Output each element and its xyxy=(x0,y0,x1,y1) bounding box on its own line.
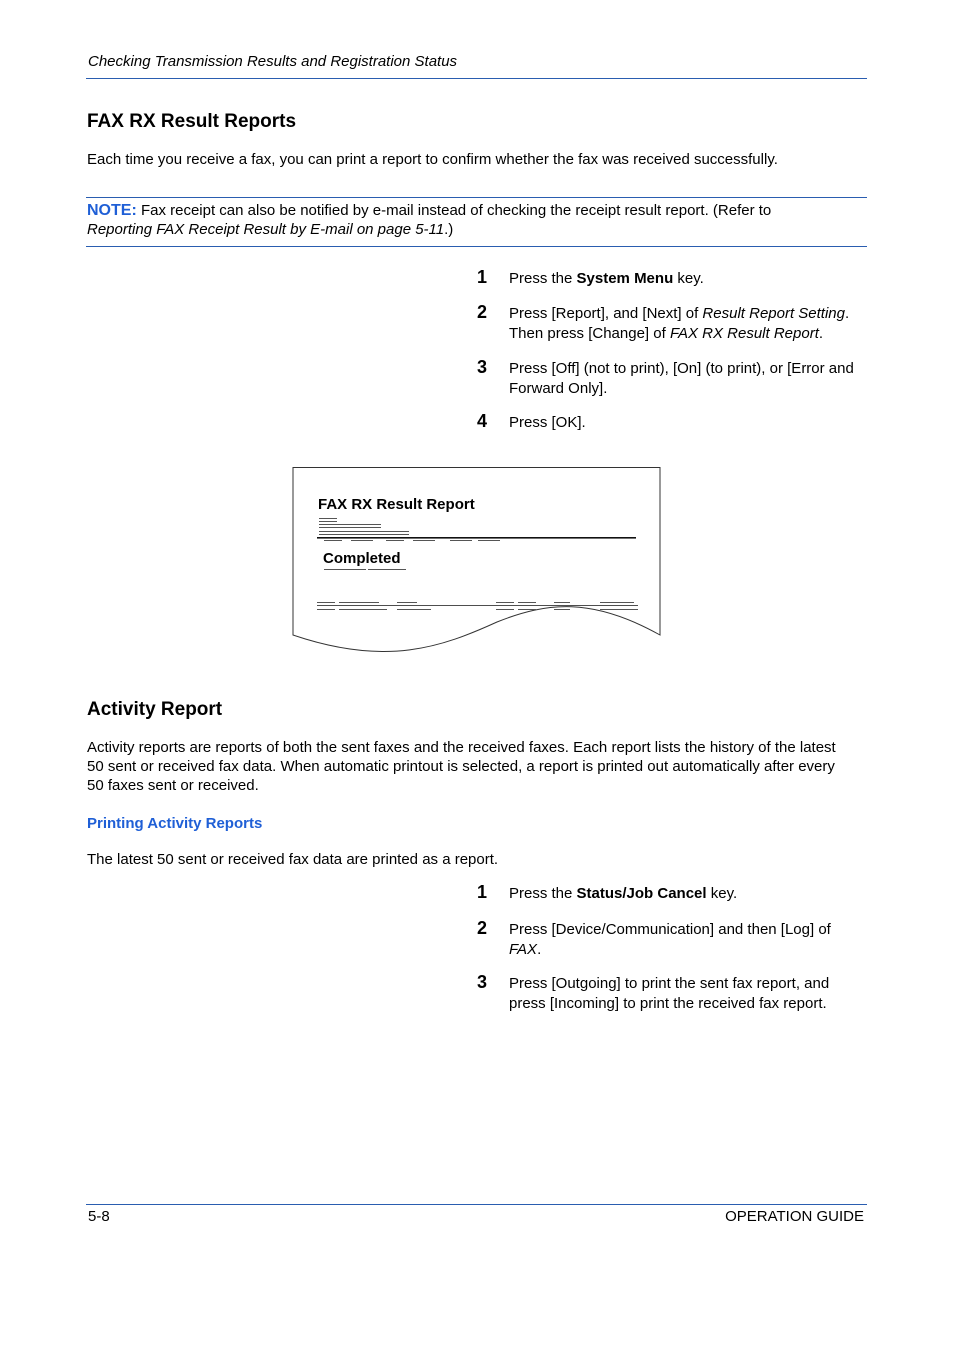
header-rule xyxy=(86,78,867,79)
step-text: Press [Outgoing] to print the sent fax report, and press [Incoming] to print the received fax report. xyxy=(509,975,830,1012)
running-header: Checking Transmission Results and Registration Status xyxy=(88,53,458,70)
activity-intro: Activity reports are reports of both the sent faxes and the received faxes. Each report lists the history of the latest 50 sent or received fax data. When automatic printout is selected, a report is printed out automatically after every 50 faxes sent or received. xyxy=(87,739,836,794)
step-text: Press the Status/Job Cancel key. xyxy=(509,885,738,902)
step-number: 1 xyxy=(477,267,488,287)
step-number: 2 xyxy=(477,918,488,938)
note-bottom-rule xyxy=(86,246,867,247)
fax-rx-intro: Each time you receive a fax, you can print a report to confirm whether the fax was received successfully. xyxy=(87,151,778,168)
step-text: Press [Device/Communication] and then [Log] of FAX. xyxy=(509,921,831,958)
step-number: 3 xyxy=(477,972,488,992)
note-block xyxy=(87,201,867,239)
footer-rule xyxy=(86,1204,867,1205)
step-text: Press the System Menu key. xyxy=(509,270,704,287)
printing-activity-intro: The latest 50 sent or received fax data are printed as a report. xyxy=(87,851,499,868)
note-reference: Reporting FAX Receipt Result by E-mail on page 5-11 xyxy=(87,221,445,238)
step-text: Press [Report], and [Next] of Result Report Setting. Then press [Change] of FAX RX Result Report. xyxy=(509,305,850,342)
key-name: System Menu xyxy=(576,270,674,287)
section-heading-fax-rx: FAX RX Result Reports xyxy=(87,111,297,132)
guide-name: OPERATION GUIDE xyxy=(725,1208,864,1225)
step-number: 3 xyxy=(477,357,488,377)
step-text: Press [Off] (not to print), [On] (to print), or [Error and Forward Only]. xyxy=(509,360,854,397)
note-label: NOTE: xyxy=(87,202,137,219)
sub-heading-printing-activity: Printing Activity Reports xyxy=(87,815,263,832)
note-text: Fax receipt can also be notified by e-mail instead of checking the receipt result report. (Refer to xyxy=(136,202,772,219)
step-number: 1 xyxy=(477,882,488,902)
section-heading-activity: Activity Report xyxy=(87,699,223,720)
step-text: Press [OK]. xyxy=(509,414,586,431)
page-number: 5-8 xyxy=(88,1208,110,1225)
step-number: 2 xyxy=(477,302,488,322)
report-title: FAX RX Result Report xyxy=(318,496,475,513)
step-number: 4 xyxy=(477,411,488,431)
report-status: Completed xyxy=(323,550,401,567)
note-tail: .) xyxy=(444,221,454,238)
note-top-rule xyxy=(86,197,867,198)
key-name: Status/Job Cancel xyxy=(576,885,707,902)
